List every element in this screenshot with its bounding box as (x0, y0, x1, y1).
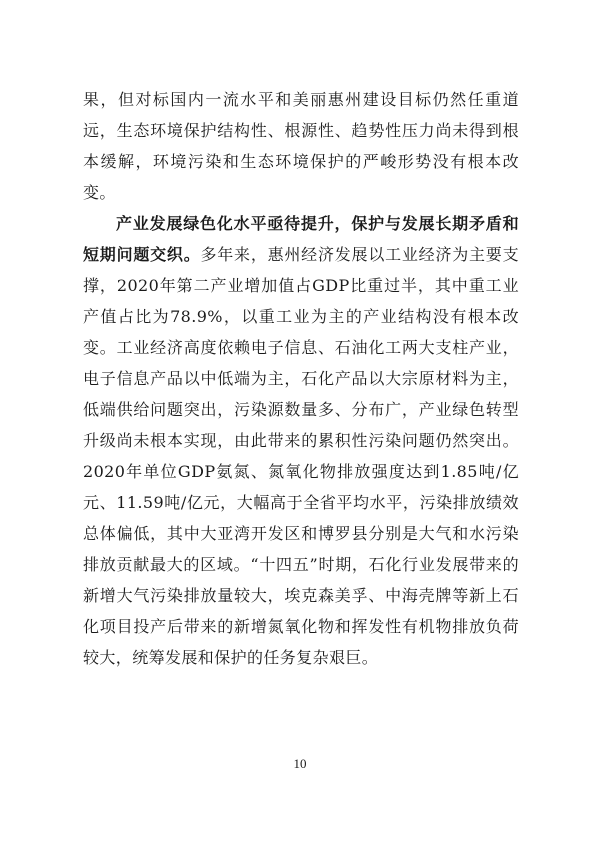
page-number: 10 (293, 756, 307, 771)
paragraph-industry (83, 208, 519, 673)
paragraph-text: 多年来，惠州经济发展以工业经济为主要支撑，2020年第二产业增加值占GDP比重过半，其中重工业产值占比为78.9%，以重工业为主的产业结构没有根本改变。工业经济高度依赖电子信息、石油化工两大支柱产业，电子信息产品以中低端为主，石化产品以大宗原材料为主，低端供给问题突出，污染源数量多、分布广，产业绿色转型升级尚未根本实现，由此带来的累积性污染问题仍然突出。2020年单位GDP氨氮、氮氧化物排放强度达到1.85吨/亿元、11.59吨/亿元，大幅高于全省平均水平，污染排放绩效总体偏低，其中大亚湾开发区和博罗县分别是大气和水污染排放贡献最大的区域。“十四五”时期，石化行业发展带来的新增大气污染排放量较大，埃克森美孚、中海壳牌等新上石化项目投产后带来的新增氮氧化物和挥发性有机物排放负荷较大，统筹发展和保护的任务复杂艰巨。 (83, 245, 519, 667)
paragraph-lead-heading: 产业发展绿色化水平亟待提升，保护与发展长期矛盾和短期问题交织。 (83, 214, 519, 264)
paragraph-text: 果，但对标国内一流水平和美丽惠州建设目标仍然任重道远，生态环境保护结构性、根源性、趋势性压力尚未得到根本缓解，环境污染和生态环境保护的严峻形势没有根本改变。 (83, 90, 519, 202)
body-text (83, 84, 519, 673)
paragraph-continuation (83, 84, 519, 208)
